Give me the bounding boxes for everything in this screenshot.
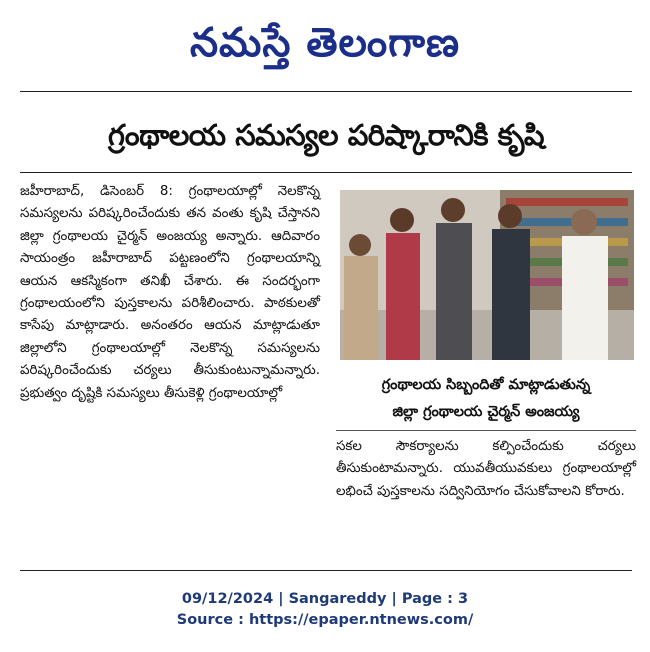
article-paragraph: జహీరాబాద్, డిసెంబర్ 8: గ్రంథాలయాల్లో నెలకొన్న సమస్యలను పరిష్కరించేందుకు తన వంతు కృషి చేస్తానని జిల్లా గ్రంథాలయ చైర్మన్ అంజయ్య అన్నారు. ఆదివారం సాయంత్రం జహీరాబాద్ పట్టణంలోని గ్రంథాలయాన్ని ఆయన ఆకస్మికంగా తనిఖీ చేశారు. ఈ సందర్భంగా గ్రంథాలయంలోని పుస్తకాలను పరిశీలించారు. పాఠకులతో కాసేపు మాట్లాడారు. అనంతరం ఆయన మాట్లాడుతూ జిల్లాలోని గ్రంథాలయాల్లో నెలకొన్న సమస్యలను పరిష్కరించేందుకు చర్యలు తీసుకుంటున్నామన్నారు. ప్రభుత్వం దృష్టికి సమస్యలు తీసుకెళ్లి గ్రంథాలయాల్లో [20, 184, 320, 401]
source-link[interactable]: Source : https://epaper.ntnews.com/ [176, 612, 474, 628]
edition-info: 09/12/2024 | Sangareddy | Page : 3 [181, 591, 469, 607]
masthead-rule [20, 91, 632, 92]
article-paragraph: సకల సౌకర్యాలను కల్పించేందుకు చర్యలు తీసుకుంటామన్నారు. యువతీయువకులు గ్రంథాలయాల్లో లభించే పుస్తకాలను సద్వినియోగం చేసుకోవాలని కోరారు. [336, 439, 636, 499]
photo-caption-line: గ్రంథాలయ సిబ్బందితో మాట్లాడుతున్న [381, 377, 591, 393]
news-photo [340, 190, 634, 360]
headline-rule [20, 172, 632, 173]
article-column-1 [20, 181, 320, 405]
photo-caption [336, 372, 636, 426]
masthead-logo: నమస్తే తెలంగాణ [189, 19, 461, 66]
headline: గ్రంథాలయ సమస్యల పరిష్కారానికి కృషి [107, 118, 545, 152]
caption-divider [336, 430, 636, 431]
article-column-2 [336, 436, 636, 503]
footer-rule [20, 570, 632, 571]
photo-caption-line: జిల్లా గ్రంథాలయ చైర్మన్ అంజయ్య [392, 404, 580, 420]
